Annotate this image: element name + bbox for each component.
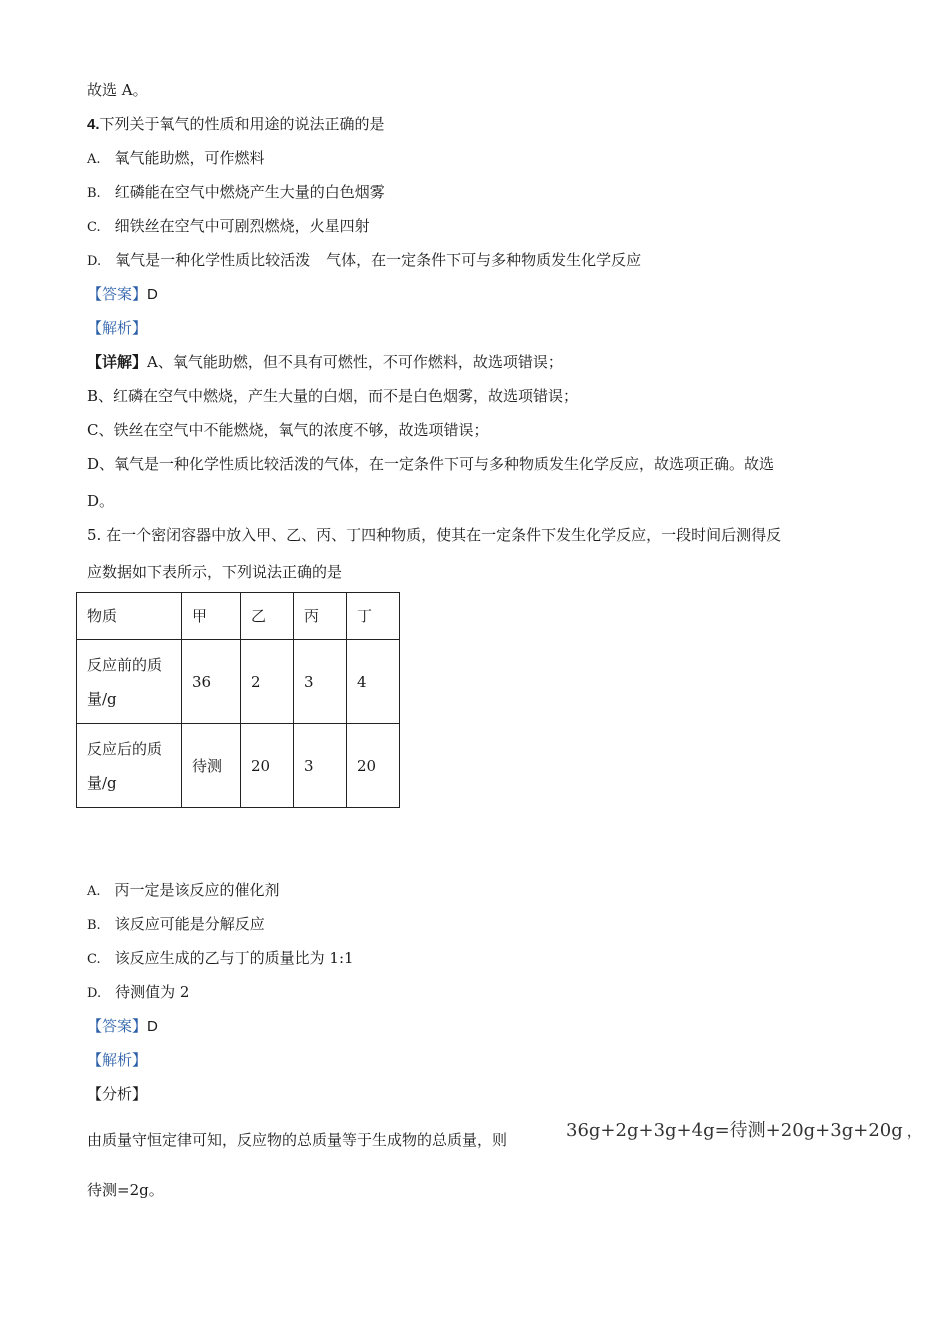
q5-formula-text: 36g+2g+3g+4g=待测+20g+3g+20g xyxy=(566,1120,903,1141)
q4-stem xyxy=(87,114,385,135)
q4-detail-tag: 【详解】 xyxy=(87,353,148,371)
table-cell: 20 xyxy=(347,724,400,808)
q5-option-b-text: 该反应可能是分解反应 xyxy=(114,915,265,933)
q4-number: 4. xyxy=(87,116,100,133)
q5-stem-line-1: 5. 在一个密闭容器中放入甲、乙、丙、丁四种物质，使其在一定条件下发生化学反应，一段时间后测得反 xyxy=(87,526,782,544)
q5-conclusion: 待测=2g。 xyxy=(87,1181,164,1199)
q4-option-c xyxy=(87,216,370,238)
q4-option-a xyxy=(87,148,265,170)
q4-option-a-letter: A. xyxy=(87,152,101,167)
table-header-cell: 丙 xyxy=(294,593,347,640)
q4-analysis-tag: 【解析】 xyxy=(87,319,148,337)
table-row xyxy=(77,640,400,724)
q5-option-c xyxy=(87,948,354,970)
table-header-cell: 乙 xyxy=(241,593,294,640)
q4-option-d xyxy=(87,250,641,272)
q4-stem-text: 下列关于氧气的性质和用途的说法正确的是 xyxy=(99,115,385,133)
q4-option-c-text: 细铁丝在空气中可剧烈燃烧，火星四射 xyxy=(114,217,370,235)
q4-option-b-letter: B. xyxy=(87,186,101,201)
q4-option-b xyxy=(87,182,385,204)
q4-detail-line-2: B、红磷在空气中燃烧，产生大量的白烟，而不是白色烟雾，故选项错误； xyxy=(87,387,579,405)
q4-answer-tag: 【答案】 xyxy=(87,285,148,303)
q5-fenxi-text: 由质量守恒定律可知，反应物的总质量等于生成物的总质量，则 xyxy=(87,1131,508,1149)
q4-detail-line-1 xyxy=(87,352,563,372)
q4-option-d-letter: D. xyxy=(87,254,102,269)
q4-option-d-text-a: 氧气是一种化学性质比较活泼 xyxy=(115,251,311,269)
q5-data-table xyxy=(76,592,400,808)
q4-detail-line-4: D、氧气是一种化学性质比较活泼的气体，在一定条件下可与多种物质发生化学反应，故选项正确。故选 xyxy=(87,455,775,473)
table-cell: 4 xyxy=(347,640,400,724)
q5-option-a xyxy=(87,880,280,902)
q4-detail-text-1: A、氧气能助燃，但不具有可燃性，不可作燃料，故选项错误； xyxy=(147,353,563,371)
table-header-cell: 物质 xyxy=(77,593,182,640)
q5-option-d-letter: D. xyxy=(87,986,102,1001)
q5-formula xyxy=(566,1116,922,1142)
table-cell: 反应前的质量/g xyxy=(77,640,182,724)
q4-option-b-text: 红磷能在空气中燃烧产生大量的白色烟雾 xyxy=(114,183,385,201)
q5-option-c-text: 该反应生成的乙与丁的质量比为 1:1 xyxy=(114,949,354,967)
table-cell: 反应后的质量/g xyxy=(77,724,182,808)
q5-option-c-letter: C. xyxy=(87,952,101,967)
q4-option-a-text: 氧气能助燃，可作燃料 xyxy=(114,149,265,167)
q5-option-d-text: 待测值为 2 xyxy=(115,983,190,1001)
q4-answer xyxy=(87,284,158,305)
table-header-cell: 丁 xyxy=(347,593,400,640)
q4-option-c-letter: C. xyxy=(87,220,101,235)
q4-detail-line-3: C、铁丝在空气中不能燃烧，氧气的浓度不够，故选项错误； xyxy=(87,421,489,439)
q5-fenxi-tag: 【分析】 xyxy=(87,1085,148,1103)
q5-option-a-letter: A. xyxy=(87,884,101,899)
q4-detail-line-5: D。 xyxy=(87,492,115,510)
q5-formula-tail: ， xyxy=(906,1122,922,1140)
q5-stem-line-2: 应数据如下表所示，下列说法正确的是 xyxy=(87,563,343,581)
table-cell: 3 xyxy=(294,724,347,808)
q5-analysis-tag: 【解析】 xyxy=(87,1051,148,1069)
q5-option-a-text: 丙一定是该反应的催化剂 xyxy=(114,881,280,899)
table-header-row xyxy=(77,593,400,640)
previous-conclusion: 故选 A。 xyxy=(87,81,148,99)
table-cell: 36 xyxy=(182,640,241,724)
table-cell: 3 xyxy=(294,640,347,724)
q5-answer-value: D xyxy=(147,1018,158,1035)
table-row xyxy=(77,724,400,808)
q5-option-b xyxy=(87,914,265,936)
table-header-cell: 甲 xyxy=(182,593,241,640)
q5-answer xyxy=(87,1016,158,1037)
q5-option-d xyxy=(87,982,189,1004)
q5-option-b-letter: B. xyxy=(87,918,101,933)
table-cell: 待测 xyxy=(182,724,241,808)
q5-answer-tag: 【答案】 xyxy=(87,1017,148,1035)
table-cell: 2 xyxy=(241,640,294,724)
table-cell: 20 xyxy=(241,724,294,808)
q4-answer-value: D xyxy=(147,286,158,303)
q4-option-d-text-b: 气体，在一定条件下可与多种物质发生化学反应 xyxy=(326,251,642,269)
